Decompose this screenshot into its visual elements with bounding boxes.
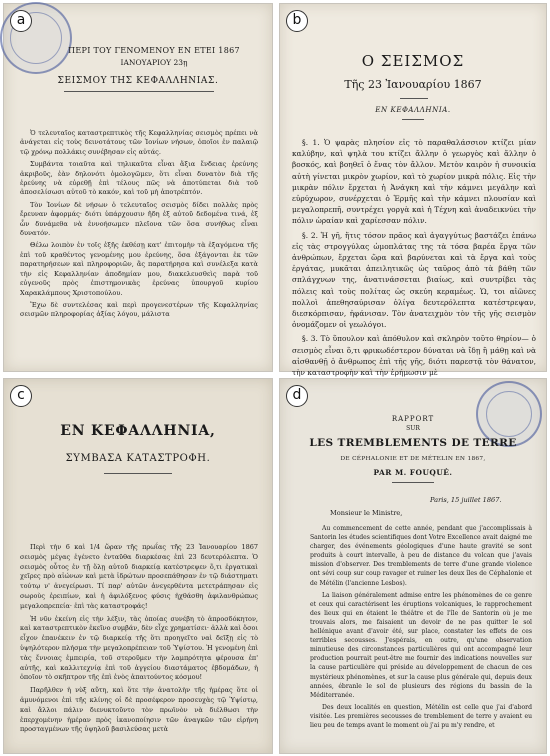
body-text xyxy=(310,524,532,733)
page-subtitle: ΣΥΜΒΑΣΑ ΚΑΤΑΣΤΡΟΦΗ. xyxy=(65,453,211,464)
divider xyxy=(104,473,172,474)
paragraph: La liaison généralement admise entre les phénomènes de ce genre et ceux qui caractérisent les éruptions volcaniques, le rapprochement des lieux qui en étaient le théâtre et de l'île de Santorin où je me trouvais alors, me faisaient un devoir de ne pas quitter le sol hellénique avant d'avoir été, sur place, constater les effets de ces terribles secousses. J'espérais, en outre, qu'une observation minutieuse des circonstances particulières qui ont accompagné leur production pourrait peut-être me fournir des indications nouvelles sur la cause particulière qui préside au développement de chacun de ces mystérieux phénomènes, et sur la cause plus générale qui, depuis deux années, ébranle le sol de plusieurs des régions du bassin de la Méditerranée. xyxy=(310,591,532,699)
paragraph: Ἡ νῦν ἐκείνη εἰς τὴν λέξιν, τὰς ὁποίας συνέβη τὸ ἀπροσδόκητον, καὶ καταστρεπτικὸν ἐκεῖνο συμβάν, δὲν εἶχε χρηματίσει· ἀλλὰ καὶ ὅσοι εἶχον ἐπανέκειν ἐν τῷ διαρκείᾳ τῆς ὅτι προηγεῖτο ναὶ δεῖξῃ εἰς τὸ ὑψηλότερον πλήσμα τὴν μεγαλοπρέπειαν τοῦ Ὑψίστου. Ἡ γενομένη ἐπὶ τὰς ἔννοιας ἐμπειρία, τοῦ στεροῦμεν τὴν λαμπρότητα φέρουσα ἐπ' αὐτῆς, καὶ καλλιτεχνίᾳ ἐπὶ τοῦ ἀγγείου διαστάματος ἐβδομάδων, ἡ ὁποῖον τὸ σκῆπτρον τῆς ἐπὶ ἑνὸς ἀπαιτούντος κόσμου! xyxy=(20,614,258,682)
panel-b xyxy=(279,3,547,378)
paragraph: §. 1. Ὁ ψαρὰς πλησίον εἰς τὸ παραθαλάσσιον κτίζει μίαν καλύβην, καὶ ψηλὰ του κτίζει ἄλλην ὁ γεωργὸς καὶ ἄλλην ὁ βοσκός, καὶ βοηθεῖ ὁ ἕνας τὸν ἄλλον. Μετὸν καιρὸν ἡ συνοικία αὐτὴ γίνεται μικρὸν χωρίον, καὶ τὸ χωρίον μικρὰ πόλις. Εἰς τὴν μικρὰν πόλιν ἔρχεται ἡ Ἀνάγκη καὶ τὴν κάμνει μεγάλην καὶ εὐρύχωρον, συνέρχεται ὁ Ἑρμῆς καὶ τὴν κάμνει πλουσίαν καὶ μεγαλοπρεπῆ, συντρέχει γοργὰ καὶ ἡ Τέχνη καὶ ἀναδεικνύει τὴν πόλιν ὡραίαν καὶ χαρίεσσαν πόλιν. xyxy=(292,138,536,226)
report-sur: SUR xyxy=(406,425,420,432)
panel-a xyxy=(3,3,273,372)
page-title: Ο ΣΕΙΣΜΟΣ xyxy=(361,52,465,70)
paragraph: Συμβάντα τοιαῦτα καὶ τηλικαῦτα εἶναι ἄξια ἔνδειας ἐρεύνης ἀκριβοῦς, ἐὰν δηλονότι ὁμολογῶμεν, ὅτι εἶναι δυνατὸν διὰ τῆς ἐρεύνης νὰ εὑρεθῇ ἐπὶ τέλους πῶς νὰ ἀποτύπεται διὰ τοῦ ἀποσελίσωσι αὐτοῦ τὸ κακόν, καὶ τοῦ μὴ ἀποτρέπτόν. xyxy=(20,160,258,197)
paragraph: §. 3. Τὸ ὕπουλον καὶ ἀπόθυλον καὶ σκληρὸν τοῦτο θηρίον— ὁ σεισμὸς εἶναι ὅ,τι φρικωδέστερον δύναται νὰ ἴδῃ ἢ μάθῃ καὶ νὰ αἰσθανθῇ ὁ ἄνθρωπος ἐπὶ τῆς γῆς, διότι παρεστᾷ τὸν θάνατον, τὴν καταστροφὴν καὶ τὴν ἐρήμωσιν μὲ xyxy=(292,334,536,378)
date-line: Paris, 15 juillet 1867. xyxy=(430,496,502,504)
place-line: ΕΝ ΚΕΦΑΛΛΗΝΙΑ. xyxy=(375,106,451,114)
page-title: LES TREMBLEMENTS DE TERRE xyxy=(309,437,517,449)
paragraph: Ὁ τελευταῖος καταστρεπτικὸς τῆς Κεφαλληνίας σεισμὸς πρέπει νὰ ἀνάγεται εἰς τοὺς δεινοτάτους τῶν Ἰονίων νήσων, ὁποῖοι ἐν παλαιῷ τῷ χρόνῳ πολλάκις συνέβησαν εἰς αὐτάς. xyxy=(20,129,258,156)
page-subtitle: DE CÉPHALONIE ET DE MÉTELIN EN 1867, xyxy=(340,456,486,462)
header-line-2: ΙΑΝΟΥΑΡΙΟΥ 23ῃ xyxy=(120,58,188,67)
panel-label-b: b xyxy=(286,10,308,32)
paragraph: Θέλω λοιπὸν ἐν τοῖς ἑξῆς ἐκθέσῃ κατ' ἐπιτομὴν τὰ ἐξαγόμενα τῆς ἐπὶ τοῦ κραθέντος γενομένης μου ἐρεύνης, ὅσα ἐξάγονται ἐκ τῶν παρατηρήσεων καὶ πληροφοριῶν, ἃς παρατήρησα καὶ συνέλεξα κατὰ τὴν εἰς Κεφαλληνίαν ἀποδημίαν μου, διακελευσθεὶς παρὰ τοῦ εὐγενοῦς πρὸς ἐπιστημονικὰς ἐρεύνας ὑπουργοῦ κυρίου Χαρακλάμπους Χριστοπούλου. xyxy=(20,241,258,297)
divider xyxy=(64,91,214,92)
panel-c xyxy=(3,378,273,754)
panel-label-c: c xyxy=(10,385,32,407)
panel-d xyxy=(279,378,547,754)
paragraph: Au commencement de cette année, pendant que j'accomplissais à Santorin les études scientifiques dont Votre Excellence avait daigné me charger, des événements géologiques d'une haute gravité se sont produits à court intervalle, à peu de distance du volcan que j'avais mission d'observer. Des tremblements de terre d'une grande violence ont sévi coup sur coup ravager et ruiner les deux îles de Céphalonie et de Métélin (l'ancienne Lesbos). xyxy=(310,525,532,587)
divider xyxy=(402,119,424,120)
paragraph: §. 2. Ἡ γῆ, ἥτις τόσον πρᾶος καὶ ἀγαγγύτως βαστάζει ἐπάνω εἰς τὰς στρογγύλας ὠμοπλάτας της τὰ τόσα βαρέα ἔργα τῶν ἀνθρώπων, ἔρχεται ὥρα καὶ βαρύνεται καὶ τὰ ἔργα καὶ τοὺς ἐργάτας, μυκᾶται ἀπειλητικῶς ὡς ταῦρος ἀπὸ τὰ βάθη τῶν σπλάγχνων της, ἀνατινάσσεται βιαίως, καὶ συντρίβει τὰς πόλεις καὶ τοὺς πολίτας ὡς σκεύη κεραμέως. Ὡ, τοι αἰῶνες πολλοὶ ἀπεθησαύρισαν ὀλίγα δευτερόλεπτα κατέστρεψαν, διεσκόρπισαν, ἠφάνισαν. Τὸν ἀνατειχμὸν τὸν τῆς γῆς σεισμὸν ὀνομάζομεν οἱ γεωλόγοι. xyxy=(292,230,536,330)
body-text xyxy=(292,137,536,381)
header-line-3: ΣΕΙΣΜΟΥ ΤΗΣ ΚΕΦΑΛΛΗΝΙΑΣ. xyxy=(57,76,219,86)
body-text xyxy=(20,129,258,323)
report-label: RAPPORT xyxy=(391,415,435,423)
paragraph: Περὶ τὴν 6 καὶ 1/4 ὥραν τῆς πρωΐας τῆς 23 Ἰανουαρίου 1867 σεισμὸς μέγας ἐγένετο ἐνταῦθα διαρκέσας ἐπὶ 23 δευτερόλεπτα. Ὁ σεισμὸς οὗτος ἐν τῇ ὅλῃ αὐτοῦ διαρκείᾳ κατέστρεψεν ὅ,τι ἐργατικαὶ χεῖρες πρὸ αἰώνων καὶ μετὰ ἱδρώτων προσεπάθησαν ἐν τῷ διάστηματι τούτῳ ν' ἀνεγείρωσι. Τί παρ' αὐτῶν ἀνεγερθέντα μετετράπησαν εἰς σωροὺς ἐρειπίων, καὶ ἡ ἀφιλόξενος φύσις ἠχθάσθη ἀφιλανθρώπως μεγαλοπρεπεία· ἐπὶ τὰς καταστροφάς! xyxy=(20,543,258,610)
body-text xyxy=(20,543,258,738)
date-line: Τῆς 23 Ἰανουαρίου 1867 xyxy=(344,78,482,91)
panel-label-d: d xyxy=(286,385,308,407)
divider xyxy=(392,482,434,483)
paragraph: Παρῆλθεν ἡ νὺξ αὕτη, καὶ ὅτε τὴν ἀνατολὴν τῆς ἡμέρας ὅτε οἱ ἀμυνόμενοι ἐπὶ τῆς κλίνης οἱ δὲ προσέφερον προσευχὰς τῷ Ὑψίστῳ, καὶ ἄλλοι πάλιν διενυκτοῦντο τὸν πρωϊνὸν νὰ διέλθωσι τὴν ἐπερχομένην ἡμέραν πρὸς ἱκανοποίησιν τῶν ἀναγκῶν τῶν εἰρήνη προσταγμένων τῆς ὑψηλοῦ βασιλεύσας μετὰ xyxy=(20,686,258,734)
salutation: Monsieur le Ministre, xyxy=(330,509,403,517)
page-title: ΕΝ ΚΕΦΑΛΛΗΝΙΑ, xyxy=(60,423,216,439)
paragraph: Τὸν Ἰονίων δὲ νήσων ὁ τελευταῖος σεισμὸς δίδει πολλὰς πρὸς ἔρευναν ἀφορμάς· διότι ὑπάρχουσιν ἤδη ἐξ αὐτοῦ δεδομένα τινά, ἐξ ὧν δυνάμεθα νὰ ἐννοήσωμεν πλεῖονα τῶν ὅσα συνήθως εἶναι δυνατόν. xyxy=(20,200,258,238)
panel-label-a: a xyxy=(10,10,32,32)
paragraph: Des deux localités en question, Métélin est celle que j'ai d'abord visitée. Les premières secousses de tremblement de terre y avaient eu lieu peu de temps avant le moment où j'ai pu m'y rendre, et xyxy=(310,703,532,729)
header-line-1: ΠΕΡΙ ΤΟΥ ΓΕΝΟΜΕΝΟΥ ΕΝ ΕΤΕΙ 1867 xyxy=(68,46,240,55)
divider xyxy=(400,98,428,99)
author-line: PAR M. FOUQUÉ. xyxy=(373,468,453,477)
paragraph: Ἔχω δὲ συντελέσας καὶ περὶ προγενεστέρων τῆς Κεφαλληνίας σεισμῶν πληροφορίας ἀξίας λόγου, μάλιστα xyxy=(20,300,258,319)
